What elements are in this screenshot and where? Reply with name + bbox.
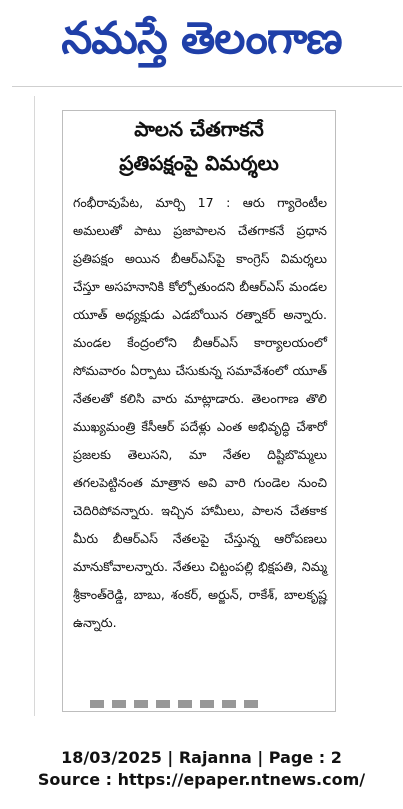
column-rule	[34, 96, 35, 716]
newspaper-logo: నమస్తే తెలంగాణ	[61, 13, 342, 64]
source-link[interactable]: Source : https://epaper.ntnews.com/	[37, 770, 366, 789]
news-clipping	[62, 110, 336, 712]
cut-off-next-headline	[90, 700, 260, 708]
article-body: గంభీరావుపేట, మార్చి 17 : ఆరు గ్యారెంటీల అమలుతో పాటు ప్రజాపాలన చేతగాకనే ప్రధాన ప్రతిపక్షం అయిన బీఆర్ఎస్‌పై కాంగ్రెస్ విమర్శలు చేస్తూ అసహనానికి కోల్పోతుందని బీఆర్ఎస్ మండల యూత్ అధ్యక్షుడు ఎడబోయిన రత్నాకర్ అన్నారు. మండల కేంద్రంలోని బీఆర్ఎస్ కార్యాలయంలో సోమవారం ఏర్పాటు చేసుకున్న సమావేశంలో యూత్ నేతలతో కలిసి వారు మాట్లాడారు. తెలంగాణ తొలి ముఖ్యమంత్రి కేసీఆర్ పదేళ్లు ఎంత అభివృద్ధి చేశారో ప్రజలకు తెలుసని, మా నేతల దిష్టిబొమ్మలు తగలపెట్టినంత మాత్రాన అవి వారి గుండెల నుంచి చెదిరిపోవన్నారు. ఇచ్చిన హామీలు, పాలన చేతకాక మీరు బీఆర్ఎస్ నేతలపై చేస్తున్న ఆరోపణలు మానుకోవాలన్నారు. నేతలు చిట్టంపల్లి భిక్షపతి, నిమ్మ శ్రీకాంత్‌రెడ్డి, బాబు, శంకర్, అర్జున్, రాకేశ్, బాలకృష్ణ ఉన్నారు.	[73, 195, 327, 630]
masthead	[0, 0, 403, 78]
edition-info: 18/03/2025 | Rajanna | Page : 2	[61, 748, 342, 767]
headline-line-2: ప్రతిపక్షంపై విమర్శలు	[119, 151, 279, 175]
headline-line-1: పాలన చేతగాకనే	[134, 117, 264, 141]
masthead-divider	[12, 86, 402, 87]
